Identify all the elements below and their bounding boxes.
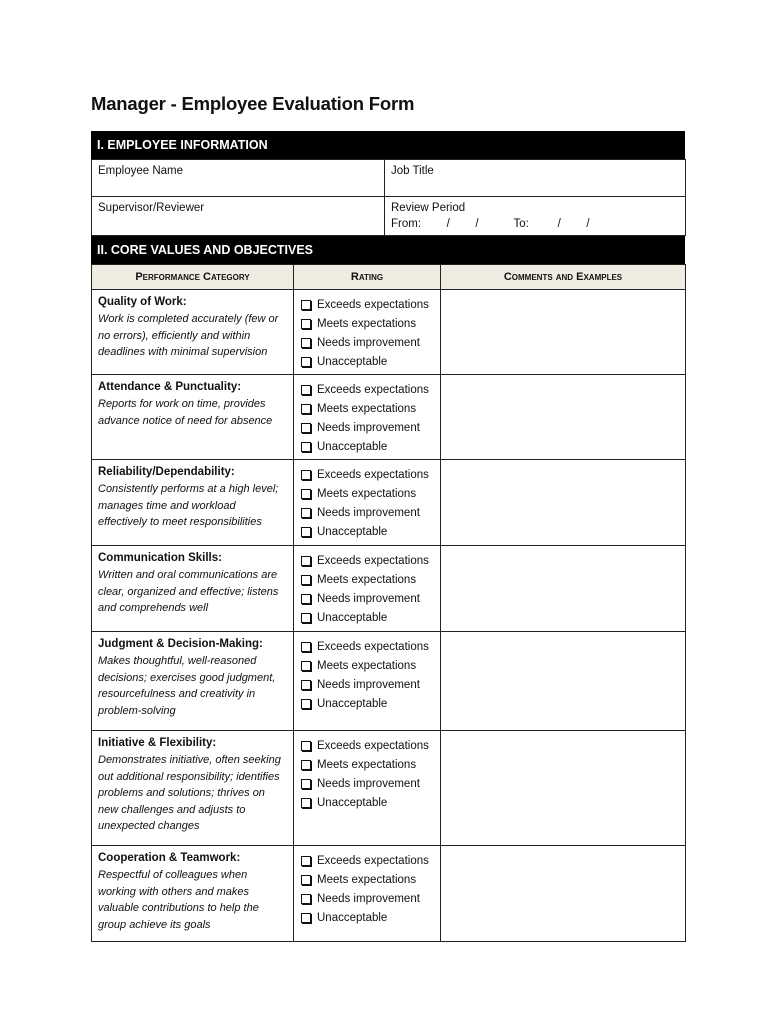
table-row	[92, 460, 686, 546]
checkbox-icon[interactable]	[301, 442, 311, 452]
rating-cell	[294, 731, 441, 846]
rating-cell	[294, 846, 441, 942]
evaluation-form	[91, 131, 685, 942]
section-header-employee-information: I. EMPLOYEE INFORMATION	[91, 131, 685, 159]
rating-option-label: Needs improvement	[317, 892, 420, 905]
column-header-category: Performance Category	[92, 265, 294, 290]
checkbox-icon[interactable]	[301, 556, 311, 566]
comments-cell[interactable]	[441, 375, 686, 460]
section-header-core-values: II. CORE VALUES AND OBJECTIVES	[91, 236, 685, 264]
category-description: Reports for work on time, provides advance notice of need for absence	[98, 398, 273, 427]
checkbox-icon[interactable]	[301, 527, 311, 537]
rating-option[interactable]	[301, 571, 434, 590]
checkbox-icon[interactable]	[301, 319, 311, 329]
checkbox-icon[interactable]	[301, 875, 311, 885]
rating-option-label: Unacceptable	[317, 911, 388, 924]
category-description: Makes thoughtful, well-reasoned decisions; exercises good judgment, resourcefulness and creativity in problem-solving	[98, 655, 276, 717]
review-period-field[interactable]	[385, 197, 686, 236]
rating-option[interactable]	[301, 852, 434, 871]
comments-cell[interactable]	[441, 731, 686, 846]
category-description: Respectful of colleagues when working with others and makes valuable contributions to help the group achieve its goals	[98, 869, 259, 931]
rating-option[interactable]	[301, 793, 434, 812]
checkbox-icon[interactable]	[301, 575, 311, 585]
table-row	[92, 632, 686, 731]
rating-option-label: Needs improvement	[317, 506, 420, 519]
rating-cell	[294, 460, 441, 546]
rating-option-label: Meets expectations	[317, 318, 417, 331]
rating-option[interactable]	[301, 737, 434, 756]
rating-option-label: Needs improvement	[317, 336, 420, 349]
category-name: Attendance & Punctuality:	[98, 381, 242, 393]
category-name: Cooperation & Teamwork:	[98, 852, 241, 864]
rating-option-label: Unacceptable	[317, 697, 388, 710]
rating-option[interactable]	[301, 908, 434, 927]
checkbox-icon[interactable]	[301, 699, 311, 709]
checkbox-icon[interactable]	[301, 489, 311, 499]
rating-option-label: Exceeds expectations	[317, 299, 429, 312]
category-description: Written and oral communications are clear, organized and effective; listens and comprehends well	[98, 569, 279, 614]
rating-option[interactable]	[301, 419, 434, 438]
rating-option[interactable]	[301, 400, 434, 419]
rating-option[interactable]	[301, 296, 434, 315]
rating-option[interactable]	[301, 657, 434, 676]
rating-option-label: Meets expectations	[317, 403, 417, 416]
checkbox-icon[interactable]	[301, 642, 311, 652]
category-name: Initiative & Flexibility:	[98, 737, 217, 749]
employee-name-label: Employee Name	[98, 165, 184, 177]
category-cell	[92, 460, 294, 546]
comments-cell[interactable]	[441, 546, 686, 632]
rating-option[interactable]	[301, 890, 434, 909]
table-row	[92, 731, 686, 846]
checkbox-icon[interactable]	[301, 613, 311, 623]
review-period-dates[interactable]: From: / / To: / /	[391, 218, 590, 230]
rating-option[interactable]	[301, 522, 434, 541]
checkbox-icon[interactable]	[301, 357, 311, 367]
rating-option-label: Needs improvement	[317, 421, 420, 434]
checkbox-icon[interactable]	[301, 856, 311, 866]
table-row	[92, 375, 686, 460]
category-description: Consistently performs at a high level; manages time and workload effectively to meet responsibilities	[98, 483, 279, 528]
checkbox-icon[interactable]	[301, 594, 311, 604]
job-title-field[interactable]	[385, 160, 686, 197]
rating-option-label: Exceeds expectations	[317, 469, 429, 482]
checkbox-icon[interactable]	[301, 913, 311, 923]
table-row	[92, 846, 686, 942]
column-header-comments: Comments and Examples	[441, 265, 686, 290]
rating-option-label: Unacceptable	[317, 440, 388, 453]
rating-option[interactable]	[301, 638, 434, 657]
table-header-row	[92, 265, 686, 290]
comments-cell[interactable]	[441, 290, 686, 375]
core-values-table	[91, 264, 686, 942]
rating-option-label: Needs improvement	[317, 678, 420, 691]
rating-option[interactable]	[301, 381, 434, 400]
rating-option-label: Meets expectations	[317, 660, 417, 673]
rating-option[interactable]	[301, 466, 434, 485]
rating-option-label: Unacceptable	[317, 611, 388, 624]
review-period-label: Review Period	[391, 202, 466, 214]
rating-option-label: Unacceptable	[317, 796, 388, 809]
table-row	[92, 290, 686, 375]
rating-option-label: Exceeds expectations	[317, 555, 429, 568]
checkbox-icon[interactable]	[301, 680, 311, 690]
rating-option-label: Exceeds expectations	[317, 384, 429, 397]
category-name: Communication Skills:	[98, 552, 222, 564]
table-row	[92, 546, 686, 632]
rating-option[interactable]	[301, 676, 434, 695]
rating-option-label: Meets expectations	[317, 574, 417, 587]
comments-cell[interactable]	[441, 846, 686, 942]
checkbox-icon[interactable]	[301, 508, 311, 518]
category-name: Quality of Work:	[98, 296, 187, 308]
rating-option[interactable]	[301, 756, 434, 775]
category-cell	[92, 632, 294, 731]
category-cell	[92, 731, 294, 846]
rating-option-label: Unacceptable	[317, 355, 388, 368]
rating-cell	[294, 375, 441, 460]
category-cell	[92, 290, 294, 375]
rating-option[interactable]	[301, 608, 434, 627]
checkbox-icon[interactable]	[301, 470, 311, 480]
rating-option[interactable]	[301, 334, 434, 353]
checkbox-icon[interactable]	[301, 661, 311, 671]
checkbox-icon[interactable]	[301, 798, 311, 808]
category-description: Work is completed accurately (few or no errors), efficiently and within deadlines with minimal supervision	[98, 313, 279, 358]
column-header-rating: Rating	[294, 265, 441, 290]
job-title-label: Job Title	[391, 165, 434, 177]
rating-option-label: Meets expectations	[317, 759, 417, 772]
comments-cell[interactable]	[441, 632, 686, 731]
comments-cell[interactable]	[441, 460, 686, 546]
checkbox-icon[interactable]	[301, 300, 311, 310]
rating-option[interactable]	[301, 694, 434, 713]
rating-cell	[294, 546, 441, 632]
rating-option[interactable]	[301, 552, 434, 571]
rating-option-label: Needs improvement	[317, 777, 420, 790]
rating-option[interactable]	[301, 871, 434, 890]
category-description: Demonstrates initiative, often seeking out additional responsibility; identifies problems and solutions; thrives on new challenges and adjusts to unexpected changes	[98, 754, 281, 832]
rating-option-label: Exceeds expectations	[317, 641, 429, 654]
checkbox-icon[interactable]	[301, 385, 311, 395]
checkbox-icon[interactable]	[301, 423, 311, 433]
rating-option-label: Unacceptable	[317, 525, 388, 538]
checkbox-icon[interactable]	[301, 338, 311, 348]
employee-info-table	[91, 159, 686, 236]
rating-option[interactable]	[301, 775, 434, 794]
rating-cell	[294, 632, 441, 731]
checkbox-icon[interactable]	[301, 404, 311, 414]
checkbox-icon[interactable]	[301, 760, 311, 770]
rating-option-label: Needs improvement	[317, 592, 420, 605]
form-title: Manager - Employee Evaluation Form	[91, 93, 415, 114]
rating-option[interactable]	[301, 504, 434, 523]
supervisor-label: Supervisor/Reviewer	[98, 202, 205, 214]
supervisor-field[interactable]	[92, 197, 385, 236]
rating-option-label: Exceeds expectations	[317, 855, 429, 868]
rating-option-label: Exceeds expectations	[317, 740, 429, 753]
category-cell	[92, 546, 294, 632]
rating-option-label: Meets expectations	[317, 488, 417, 501]
rating-cell	[294, 290, 441, 375]
category-cell	[92, 375, 294, 460]
checkbox-icon[interactable]	[301, 741, 311, 751]
employee-name-field[interactable]	[92, 160, 385, 197]
checkbox-icon[interactable]	[301, 779, 311, 789]
rating-option[interactable]	[301, 437, 434, 456]
rating-option[interactable]	[301, 590, 434, 609]
rating-option[interactable]	[301, 352, 434, 371]
category-cell	[92, 846, 294, 942]
rating-option[interactable]	[301, 315, 434, 334]
rating-option-label: Meets expectations	[317, 874, 417, 887]
checkbox-icon[interactable]	[301, 894, 311, 904]
category-name: Reliability/Dependability:	[98, 466, 235, 478]
rating-option[interactable]	[301, 485, 434, 504]
category-name: Judgment & Decision-Making:	[98, 638, 263, 650]
